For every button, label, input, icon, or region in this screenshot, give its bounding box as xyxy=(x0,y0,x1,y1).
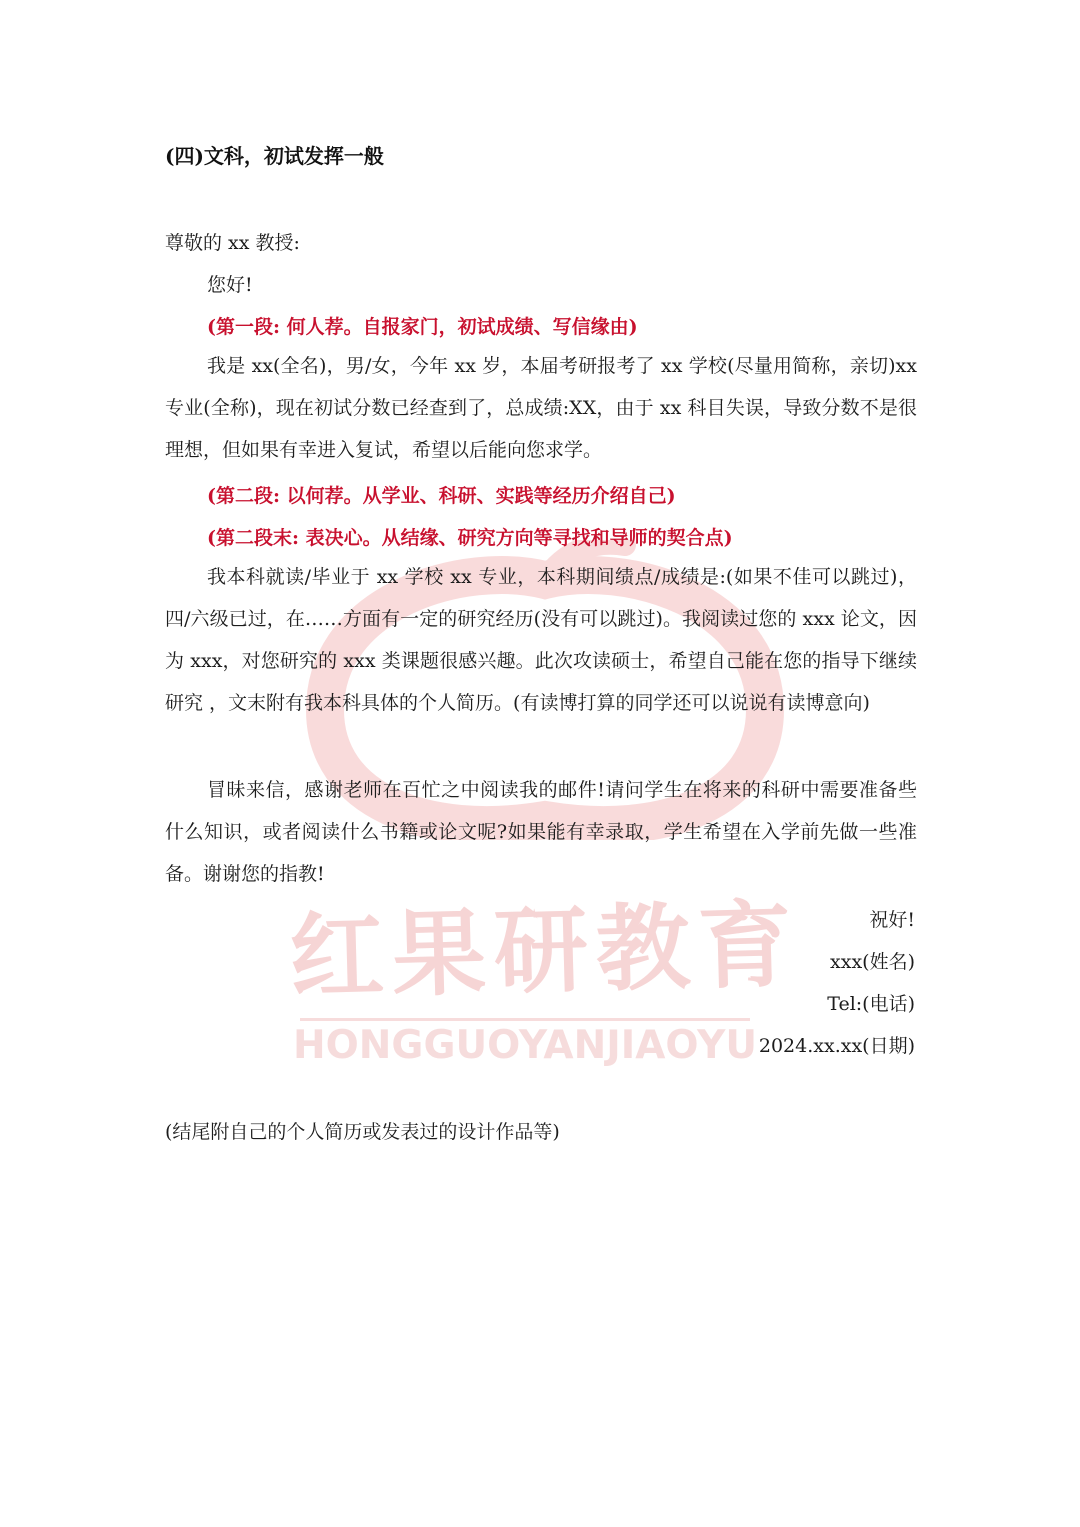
section2-end-label: (第二段末: 表决心。从结缘、研究方向等寻找和导师的契合点) xyxy=(207,527,733,549)
watermark-english-text: HONGGUOYANJIAOYU xyxy=(293,1023,758,1068)
section1-label: (第一段: 何人荐。自报家门，初试成绩、写信缘由) xyxy=(207,316,638,338)
greeting: 您好! xyxy=(207,274,253,296)
closing: 祝好! xyxy=(869,909,915,931)
section2-label: (第二段: 以何荐。从学业、科研、实践等经历介绍自己) xyxy=(207,485,676,507)
footnote: (结尾附自己的个人简历或发表过的设计作品等) xyxy=(165,1121,560,1143)
paragraph-1: 我是 xx(全名)，男/女，今年 xx 岁，本届考研报考了 xx 学校(尽量用简称，亲切)xx 专业(全称)，现在初试分数已经查到了，总成绩:XX，由于 xx 科目失误，导致分数不是很理想，但如果有幸进入复试，希望以后能向您求学。 xyxy=(165,355,917,461)
paragraph-3: 冒昧来信，感谢老师在百忙之中阅读我的邮件!请问学生在将来的科研中需要准备些什么知识，或者阅读什么书籍或论文呢?如果能有幸录取，学生希望在入学前先做一些准备。谢谢您的指教! xyxy=(165,779,917,885)
signature-tel: Tel:(电话) xyxy=(827,993,915,1015)
watermark-chinese-text: 红果研教育 xyxy=(288,889,802,1014)
salutation: 尊敬的 xx 教授: xyxy=(165,232,300,254)
signature-date: 2024.xx.xx(日期) xyxy=(758,1035,915,1057)
signature-name: xxx(姓名) xyxy=(830,951,915,973)
section-heading: (四)文科，初试发挥一般 xyxy=(165,144,384,168)
paragraph-2: 我本科就读/毕业于 xx 学校 xx 专业，本科期间绩点/成绩是:(如果不佳可以跳过)，四/六级已过，在……方面有一定的研究经历(没有可以跳过)。我阅读过您的 xxx 论文，因为 xxx，对您研究的 xxx 类课题很感兴趣。此次攻读硕士，希望自己能在您的指导下继续研究 ，文末附有我本科具体的个人简历。(有读博打算的同学还可以说说有读博意向) xyxy=(165,566,917,714)
